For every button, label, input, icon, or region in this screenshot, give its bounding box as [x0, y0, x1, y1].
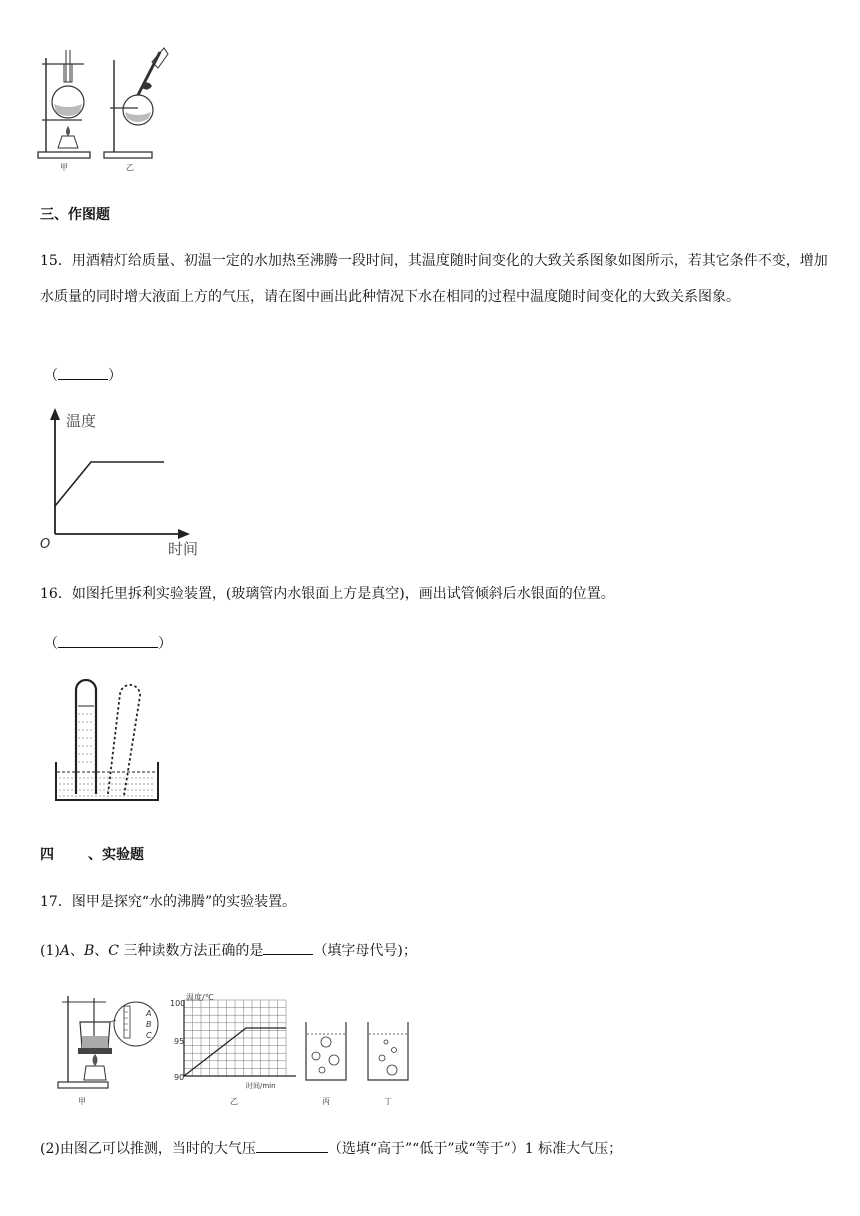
- question-16-text: 16．如图托里拆利实验装置，(玻璃管内水银面上方是真空)，画出试管倾斜后水银面的位置。: [40, 586, 615, 602]
- apparatus-label-jia: 甲: [60, 163, 68, 172]
- y-axis-arrow: [50, 408, 60, 420]
- part-1-text: 三种读数方法正确的是: [118, 943, 264, 959]
- question-17-intro: 17．图甲是探究“水的沸腾”的实验装置。: [40, 894, 297, 910]
- paren-close: ）: [108, 368, 122, 384]
- y-tick-90: 90: [174, 1073, 185, 1082]
- origin-label: O: [40, 537, 51, 552]
- chart-grid: [184, 1000, 296, 1076]
- label-yi: 乙: [230, 1097, 238, 1106]
- tilted-glass-tube: [108, 685, 140, 796]
- question-17-part-2: [40, 1138, 622, 1159]
- apparatus-label-yi: 乙: [126, 163, 134, 172]
- chart-ylabel: 温度/℃: [186, 993, 214, 1002]
- section-4-title: [40, 845, 144, 865]
- section-3-title: 三、作图题: [40, 207, 110, 223]
- question-15-answer-blank: [44, 365, 122, 386]
- question-17-part-1: [40, 940, 417, 961]
- top-apparatus-figure: [34, 40, 184, 180]
- x-axis-arrow: [178, 529, 190, 539]
- paren-open: （: [44, 368, 58, 384]
- temperature-time-svg: [36, 400, 206, 562]
- answer-line: [58, 365, 108, 380]
- boiling-experiment-figure: [50, 990, 430, 1110]
- reading-b: B: [146, 1020, 152, 1029]
- answer-line: [58, 633, 158, 648]
- question-15-text: 15．用酒精灯给质量、初温一定的水加热至沸腾一段时间，其温度随时间变化的大致关系图象如图所示，若其它条件不变，增加水质量的同时增大液面上方的气压，请在图中画出此种情况下水在相同的过程中温度随时间变化的大致关系图象。: [40, 253, 828, 305]
- answer-line: [256, 1138, 328, 1153]
- option-a: A: [59, 943, 70, 959]
- separator: 、: [69, 943, 84, 959]
- y-axis-label: 温度: [66, 412, 97, 430]
- label-jia: 甲: [78, 1097, 86, 1106]
- label-ding: 丁: [384, 1097, 392, 1106]
- mercury-trough: [56, 762, 158, 800]
- answer-line: [263, 940, 313, 955]
- option-b: B: [83, 943, 95, 959]
- section-4-name: 、实验题: [88, 847, 144, 863]
- separator: 、: [94, 943, 109, 959]
- chart-xlabel: 时间/min: [246, 1082, 276, 1090]
- paren-close: ）: [158, 636, 172, 652]
- torricelli-svg: [50, 676, 166, 806]
- apparatus-drawing: [34, 40, 184, 180]
- torricelli-figure: [50, 676, 166, 806]
- question-16-answer-blank: [44, 633, 172, 654]
- temperature-time-graph: [36, 400, 206, 562]
- part-2-text: (2)由图乙可以推测，当时的大气压: [40, 1141, 256, 1157]
- temperature-curve: [55, 462, 164, 506]
- reading-a: A: [146, 1009, 152, 1018]
- reading-c: C: [146, 1031, 152, 1040]
- option-c: C: [108, 943, 119, 959]
- x-axis-label: 时间: [168, 540, 199, 558]
- label-bing: 丙: [322, 1097, 330, 1106]
- part-1-number: (1): [40, 943, 60, 959]
- section-4-number: 四: [40, 847, 54, 863]
- paren-open: （: [44, 636, 58, 652]
- vertical-glass-tube: [76, 680, 96, 794]
- y-tick-95: 95: [174, 1037, 185, 1046]
- part-1-suffix: （填字母代号)；: [313, 943, 417, 959]
- y-tick-100: 100: [170, 999, 186, 1008]
- part-2-suffix: （选填“高于”“低于”或“等于”）1 标准大气压；: [327, 1141, 623, 1157]
- boiling-experiment-svg: [50, 990, 430, 1110]
